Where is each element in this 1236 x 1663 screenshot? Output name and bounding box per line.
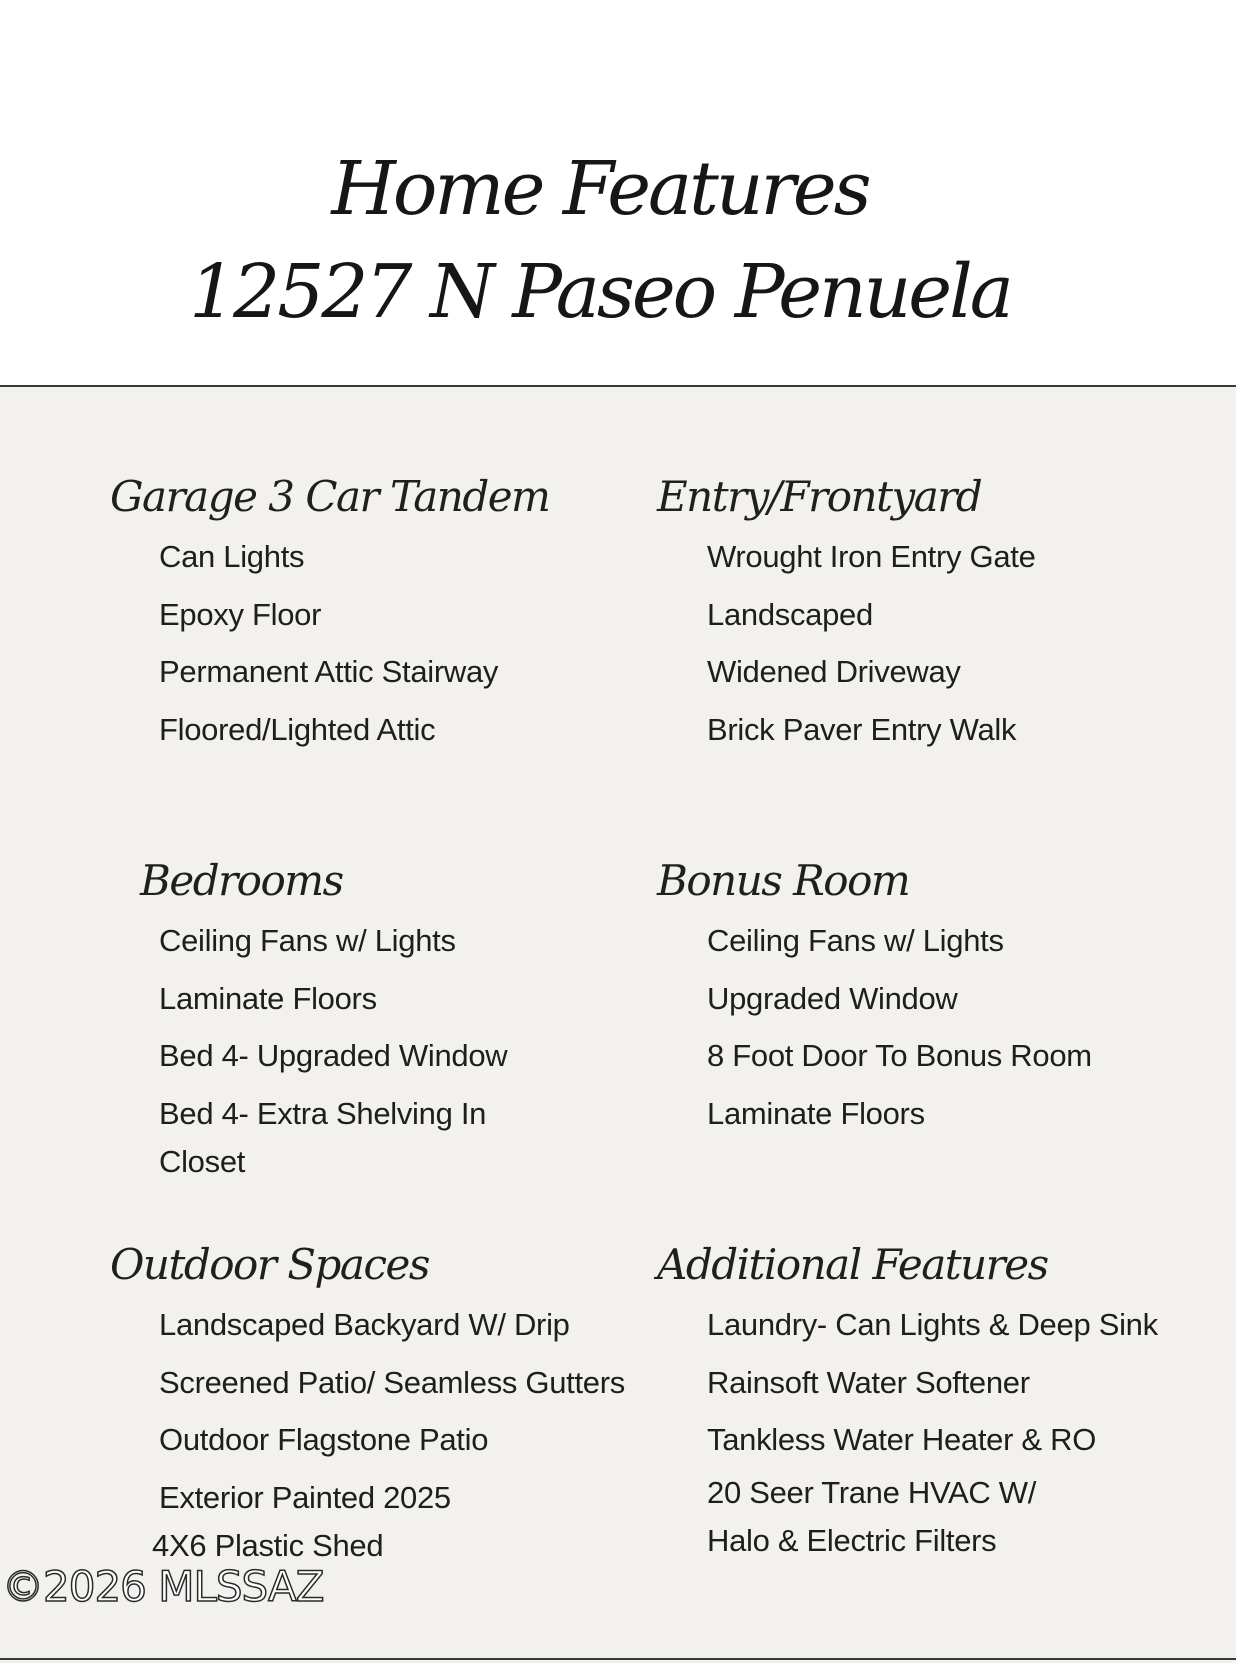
feature-list xyxy=(707,528,1036,758)
list-item: Wrought Iron Entry Gate xyxy=(707,539,1036,574)
bottom-divider xyxy=(0,1658,1236,1660)
list-item: Landscaped Backyard W/ Drip xyxy=(159,1307,570,1342)
mls-watermark: ©2026 MLSSAZ xyxy=(2,1562,324,1611)
section-bonus-room xyxy=(657,856,1217,1131)
section-heading: Garage 3 Car Tandem xyxy=(110,472,550,521)
list-item: Upgraded Window xyxy=(707,980,958,1016)
list-item: 4X6 Plastic Shed xyxy=(152,1527,384,1563)
list-item: Permanent Attic Stairway xyxy=(159,654,499,689)
section-heading: Additional Features xyxy=(657,1240,1048,1289)
list-item: 8 Foot Door To Bonus Room xyxy=(707,1038,1092,1073)
list-item: Screened Patio/ Seamless Gutters xyxy=(159,1364,625,1400)
list-item: Tankless Water Heater & RO xyxy=(707,1422,1097,1457)
section-bedrooms xyxy=(140,856,700,1179)
section-heading: Bedrooms xyxy=(140,856,343,905)
header xyxy=(0,0,1236,387)
list-item: Ceiling Fans w/ Lights xyxy=(707,923,1004,958)
section-outdoor-spaces xyxy=(110,1240,670,1563)
list-item: Outdoor Flagstone Patio xyxy=(159,1422,489,1457)
feature-list xyxy=(152,1296,625,1566)
list-item: Laminate Floors xyxy=(159,980,377,1016)
page-title: Home Features xyxy=(331,146,869,232)
list-item: Bed 4- Extra Shelving In Closet xyxy=(159,1095,487,1179)
list-item: Widened Driveway xyxy=(707,654,961,689)
list-item: Exterior Painted 2025 xyxy=(159,1479,451,1515)
feature-list xyxy=(707,1296,1158,1565)
list-item: Floored/Lighted Attic xyxy=(159,711,436,747)
list-item: Laminate Floors xyxy=(707,1095,925,1131)
feature-list xyxy=(159,912,559,1186)
section-additional-features xyxy=(657,1240,1217,1558)
list-item: Bed 4- Upgraded Window xyxy=(159,1038,508,1073)
list-item: Epoxy Floor xyxy=(159,596,322,632)
feature-list xyxy=(159,528,498,758)
section-heading: Entry/Frontyard xyxy=(657,472,982,521)
section-heading: Outdoor Spaces xyxy=(110,1240,429,1289)
list-item: Ceiling Fans w/ Lights xyxy=(159,923,456,958)
section-garage xyxy=(110,472,670,747)
list-item: Rainsoft Water Softener xyxy=(707,1364,1030,1400)
property-address: 12527 N Paseo Penuela xyxy=(189,249,1011,335)
list-item: Landscaped xyxy=(707,596,873,632)
section-heading: Bonus Room xyxy=(657,856,910,905)
list-item: Laundry- Can Lights & Deep Sink xyxy=(707,1307,1158,1342)
list-item: Can Lights xyxy=(159,539,305,574)
list-item: Brick Paver Entry Walk xyxy=(707,711,1017,747)
section-entry-frontyard xyxy=(657,472,1217,747)
feature-list xyxy=(707,912,1092,1142)
list-item: 20 Seer Trane HVAC W/ Halo & Electric Filters xyxy=(707,1474,1037,1558)
